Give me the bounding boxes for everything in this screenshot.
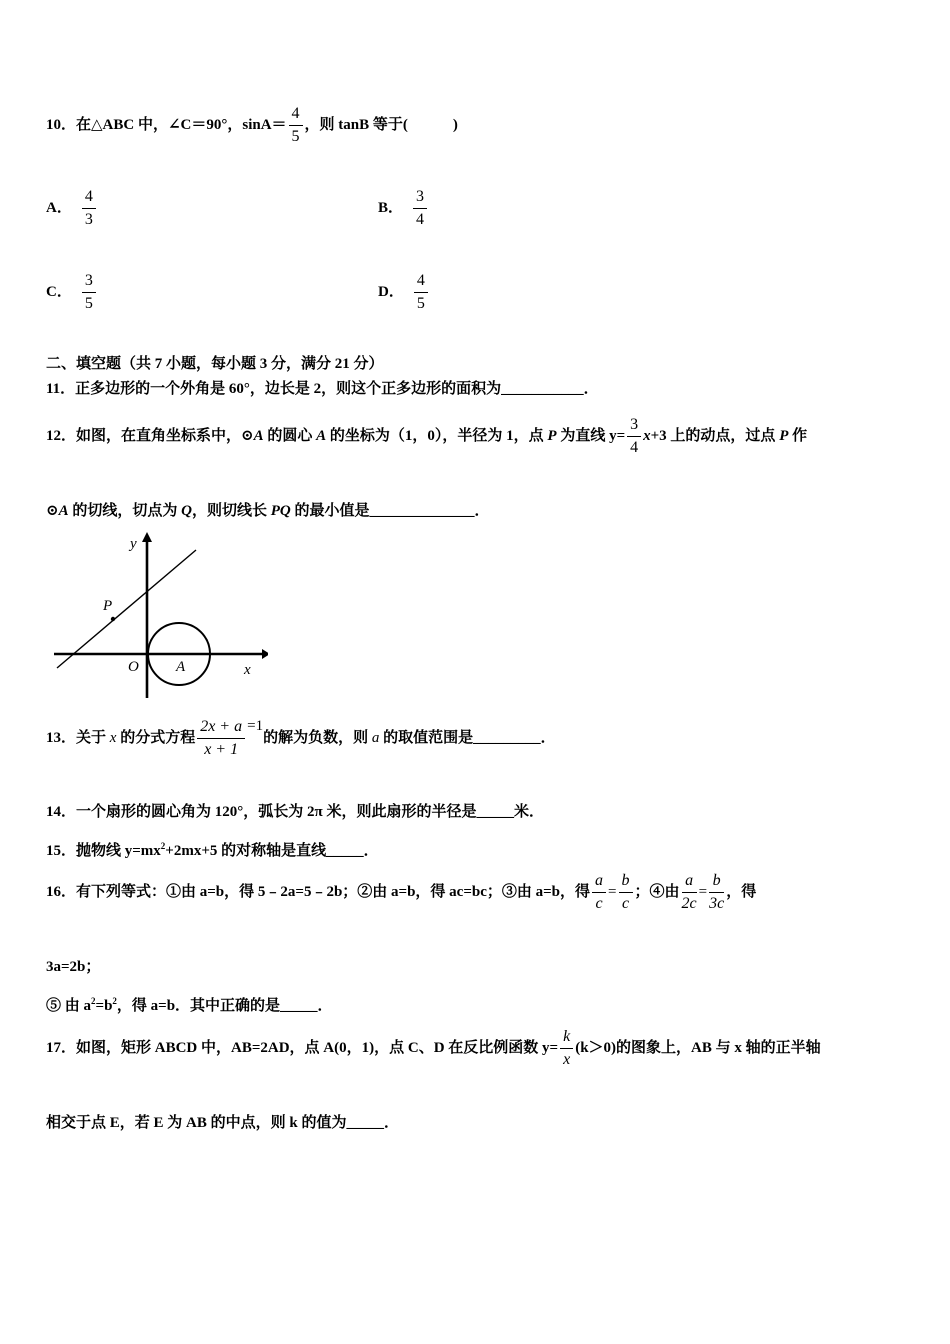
label-x: x [244, 662, 251, 678]
line-graph [57, 550, 196, 668]
q16-line3-prefix: ⑤ 由 a [46, 998, 92, 1014]
section2-heading: 二、填空题（共 7 小题，每小题 3 分，满分 21 分） [46, 356, 384, 372]
option-label: C． [46, 283, 72, 300]
point-p [111, 617, 115, 621]
q12-x: x [643, 427, 651, 444]
q10-frac-num: 4 [289, 105, 303, 126]
q12-line2-mid2: ，则切线长 [191, 503, 271, 519]
q13-eq: =1 [247, 717, 264, 734]
q16-frac4 [709, 872, 724, 913]
q10-frac-den: 5 [291, 128, 300, 145]
q11-text: 11．正多边形的一个外角是 60°，边长是 2，则这个正多边形的面积为___________． [46, 381, 599, 397]
frac-num: 3 [413, 188, 427, 209]
option-fraction [82, 272, 96, 313]
frac-num: k [560, 1028, 573, 1049]
frac-num: b [709, 872, 724, 893]
q16-line1 [46, 872, 756, 913]
q12-mid5: 作 [788, 427, 808, 444]
q12-line1 [46, 416, 807, 457]
y-axis-arrow [142, 532, 152, 542]
q13-mid2: 的解为负数，则 [263, 729, 372, 746]
frac-num: a [592, 872, 606, 893]
frac-den: x [563, 1051, 571, 1068]
q16-mid: ；④由 [634, 883, 680, 900]
frac-num: b [619, 872, 633, 893]
frac-den: x + 1 [204, 741, 239, 758]
option-label: D． [378, 283, 404, 300]
q12-mid4: +3 上的动点，过点 [650, 427, 780, 444]
frac-den: 4 [416, 211, 425, 228]
frac-den: c [621, 895, 630, 912]
q10-prefix: 10．在△ABC 中，∠C＝90°，sinA＝ [46, 116, 287, 133]
frac-den: c [595, 895, 603, 912]
q16-eq2: = [698, 883, 708, 900]
q12-p2: P [779, 427, 789, 444]
q12-mid2: 的坐标为（1，0），半径为 1，点 [326, 427, 548, 444]
option-label: B． [378, 199, 404, 216]
label-y: y [130, 536, 137, 552]
q17-suffix: (k＞0)的图象上，AB 与 x 轴的正半轴 [575, 1039, 821, 1056]
q16-line3-suffix: ，得 a=b．其中正确的是_____． [116, 998, 333, 1014]
q12-p1: P [547, 427, 557, 444]
frac-num: 3 [627, 416, 641, 437]
q12-line2-mid: 的切线，切点为 [68, 503, 182, 519]
q10-fraction [289, 105, 303, 146]
option-fraction [414, 272, 428, 313]
q16-line3 [46, 992, 333, 1015]
label-o: O [128, 659, 139, 675]
q14-text: 14．一个扇形的圆心角为 120°，弧长为 2π 米，则此扇形的半径是_____米． [46, 804, 544, 820]
q17-line1 [46, 1028, 821, 1069]
q13-x: x [109, 729, 117, 746]
q12-mid1: 的圆心 [263, 427, 317, 444]
q16-line2: 3a=2b； [46, 959, 101, 975]
label-p: P [103, 598, 113, 614]
q15-prefix: 15．抛物线 y=mx [46, 843, 161, 859]
frac-num: 3 [82, 272, 96, 293]
q16-line3-sup1: 2 [91, 996, 96, 1006]
q10-suffix: ，则 tanB 等于( ) [304, 116, 458, 133]
q13-stem [46, 718, 556, 759]
x-axis-arrow [262, 649, 268, 659]
q12-line2-suffix: 的最小值是______________． [290, 503, 490, 519]
frac-num: 2x + a [197, 718, 245, 739]
label-a: A [176, 659, 186, 675]
q10-option-a [46, 188, 98, 229]
frac-den: 4 [630, 439, 639, 456]
frac-den: 2c [681, 895, 697, 912]
q13-fraction [197, 718, 245, 759]
q12-figure [48, 528, 268, 700]
option-fraction [413, 188, 427, 229]
q12-line2 [46, 502, 489, 520]
q16-frac2 [619, 872, 633, 913]
q13-a: a [371, 729, 380, 746]
q16-frac1 [592, 872, 606, 913]
q12-q: Q [181, 503, 192, 519]
option-fraction [82, 188, 96, 229]
frac-den: 3 [84, 211, 93, 228]
q16-suffix: ，得 [726, 883, 757, 900]
q16-line3-mid: =b [95, 998, 113, 1014]
q13-mid: 的分式方程 [116, 729, 196, 746]
q17-line2: 相交于点 E，若 E 为 AB 的中点，则 k 的值为_____． [46, 1115, 399, 1131]
q15-suffix: +2mx+5 的对称轴是直线_____． [165, 843, 379, 859]
q12-prefix: 12．如图，在直角坐标系中，⊙ [46, 427, 254, 444]
frac-den: 5 [416, 295, 425, 312]
frac-num: a [682, 872, 697, 893]
q16-line3-sup2: 2 [112, 996, 117, 1006]
frac-den: 5 [84, 295, 93, 312]
q12-a1: A [253, 427, 264, 444]
q12-fraction [627, 416, 641, 457]
q12-pq: PQ [270, 503, 291, 519]
q17-prefix: 17．如图，矩形 ABCD 中，AB=2AD，点 A(0，1)，点 C、D 在反比例函数 y= [46, 1039, 559, 1056]
q13-suffix: 的取值范围是_________． [379, 729, 556, 746]
q16-prefix: 16．有下列等式：①由 a=b，得 5﹣2a=5﹣2b；②由 a=b，得 ac=bc；③由 a=b，得 [46, 883, 591, 900]
q10-option-c [46, 272, 98, 313]
q16-frac3 [682, 872, 697, 913]
q17-fraction [560, 1028, 573, 1069]
frac-den: 3c [709, 895, 725, 912]
frac-num: 4 [82, 188, 96, 209]
option-label: A． [46, 199, 72, 216]
q12-line2-prefix: ⊙ [46, 503, 59, 519]
q15-sup: 2 [160, 841, 166, 851]
q16-eq1: = [608, 883, 617, 900]
q13-prefix: 13．关于 [46, 729, 110, 746]
q12-a3: A [58, 503, 69, 519]
frac-num: 4 [414, 272, 428, 293]
q10-option-b [378, 188, 429, 229]
q15-stem [46, 837, 379, 860]
q12-a2: A [316, 427, 327, 444]
q10-option-d [378, 272, 430, 313]
q10-stem [46, 105, 458, 146]
q12-mid3: 为直线 y= [556, 427, 626, 444]
